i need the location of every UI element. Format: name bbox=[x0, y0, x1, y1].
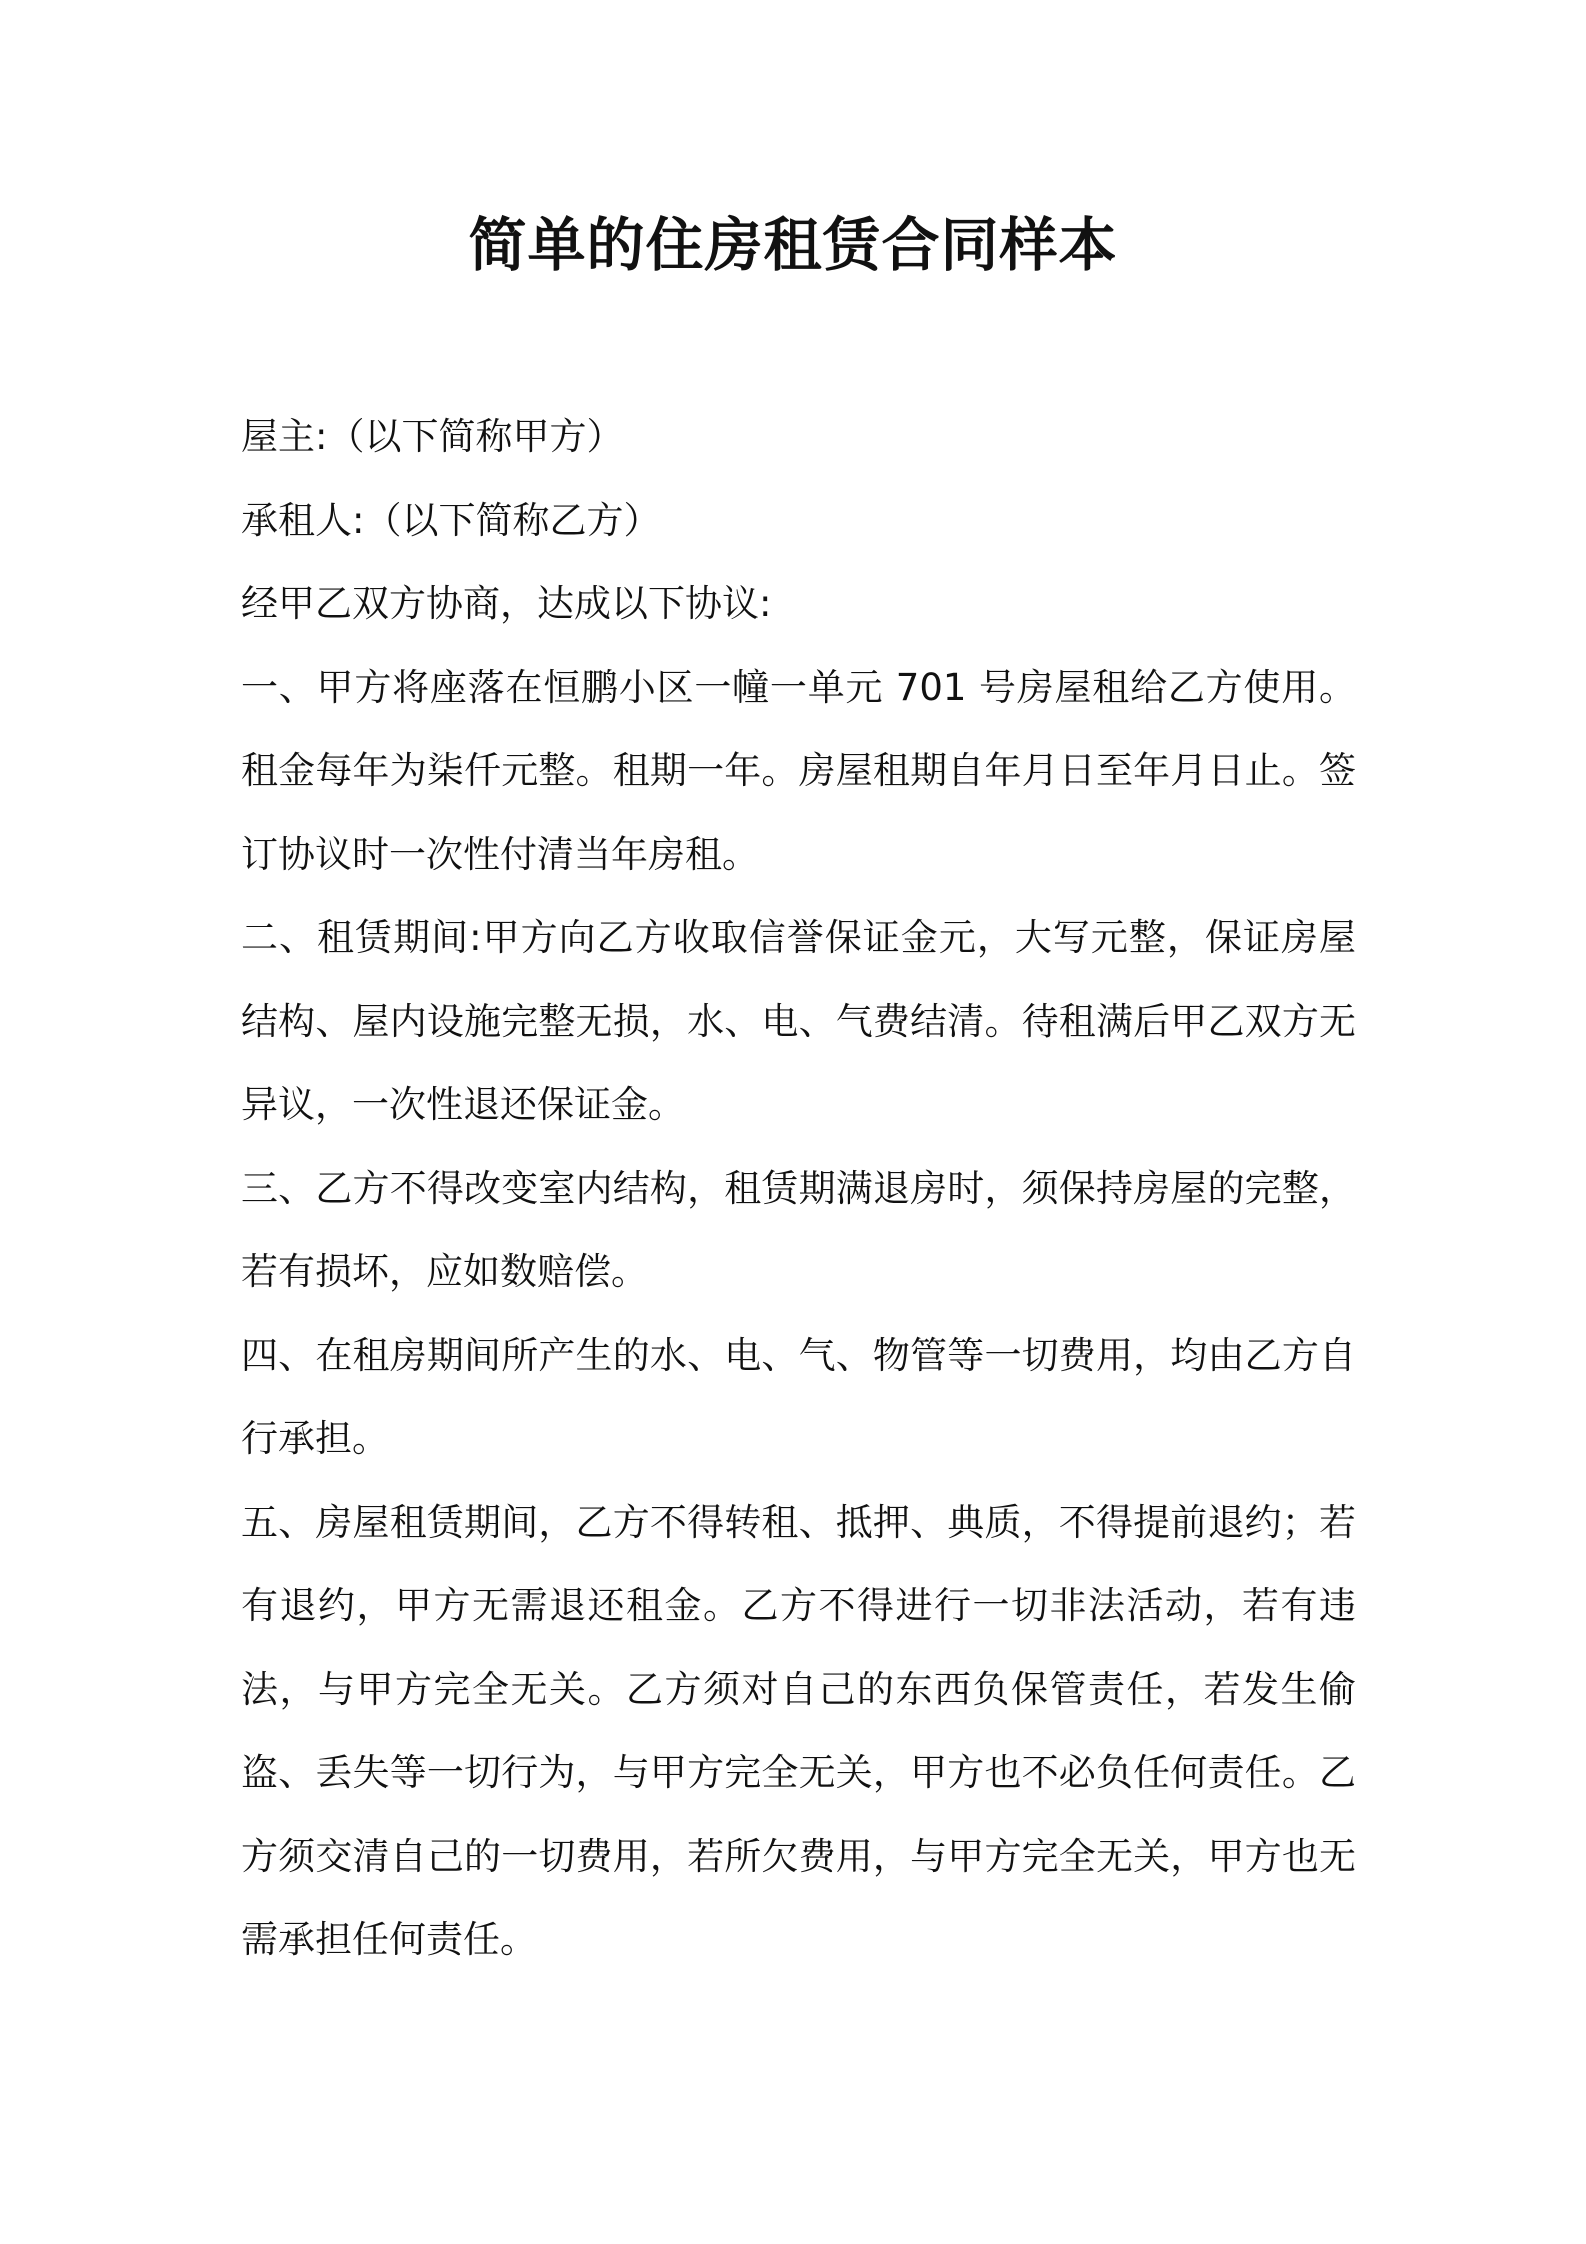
paragraph-landlord: 屋主:（以下简称甲方） bbox=[241, 415, 624, 458]
clause-4: 四、在租房期间所产生的水、电、气、物管等一切费用，均由乙方自行承担。 bbox=[241, 1333, 1356, 1460]
document-body bbox=[241, 395, 1356, 1982]
document-title: 简单的住房租赁合同样本 bbox=[468, 211, 1118, 279]
paragraph-agreement-intro: 经甲乙双方协商，达成以下协议: bbox=[241, 582, 772, 625]
clause-1: 一、甲方将座落在恒鹏小区一幢一单元 701 号房屋租给乙方使用。租金每年为柒仟元整。租期一年。房屋租期自年月日至年月日止。签订协议时一次性付清当年房租。 bbox=[241, 665, 1356, 876]
paragraph-tenant: 承租人:（以下简称乙方） bbox=[241, 498, 661, 542]
clause-5: 五、房屋租赁期间，乙方不得转租、抵押、典质，不得提前退约；若有退约，甲方无需退还租金。乙方不得进行一切非法活动，若有违法，与甲方完全无关。乙方须对自己的东西负保管责任，若发生偷盗、丢失等一切行为，与甲方完全无关，甲方也不必负任何责任。乙方须交清自己的一切费用，若所欠费用，与甲方完全无关，甲方也无需承担任何责任。 bbox=[241, 1500, 1356, 1961]
clause-2: 二、租赁期间:甲方向乙方收取信誉保证金元，大写元整，保证房屋结构、屋内设施完整无损，水、电、气费结清。待租满后甲乙双方无异议，一次性退还保证金。 bbox=[241, 916, 1356, 1126]
clause-3: 三、乙方不得改变室内结构，租赁期满退房时，须保持房屋的完整，若有损坏，应如数赔偿。 bbox=[241, 1166, 1356, 1293]
